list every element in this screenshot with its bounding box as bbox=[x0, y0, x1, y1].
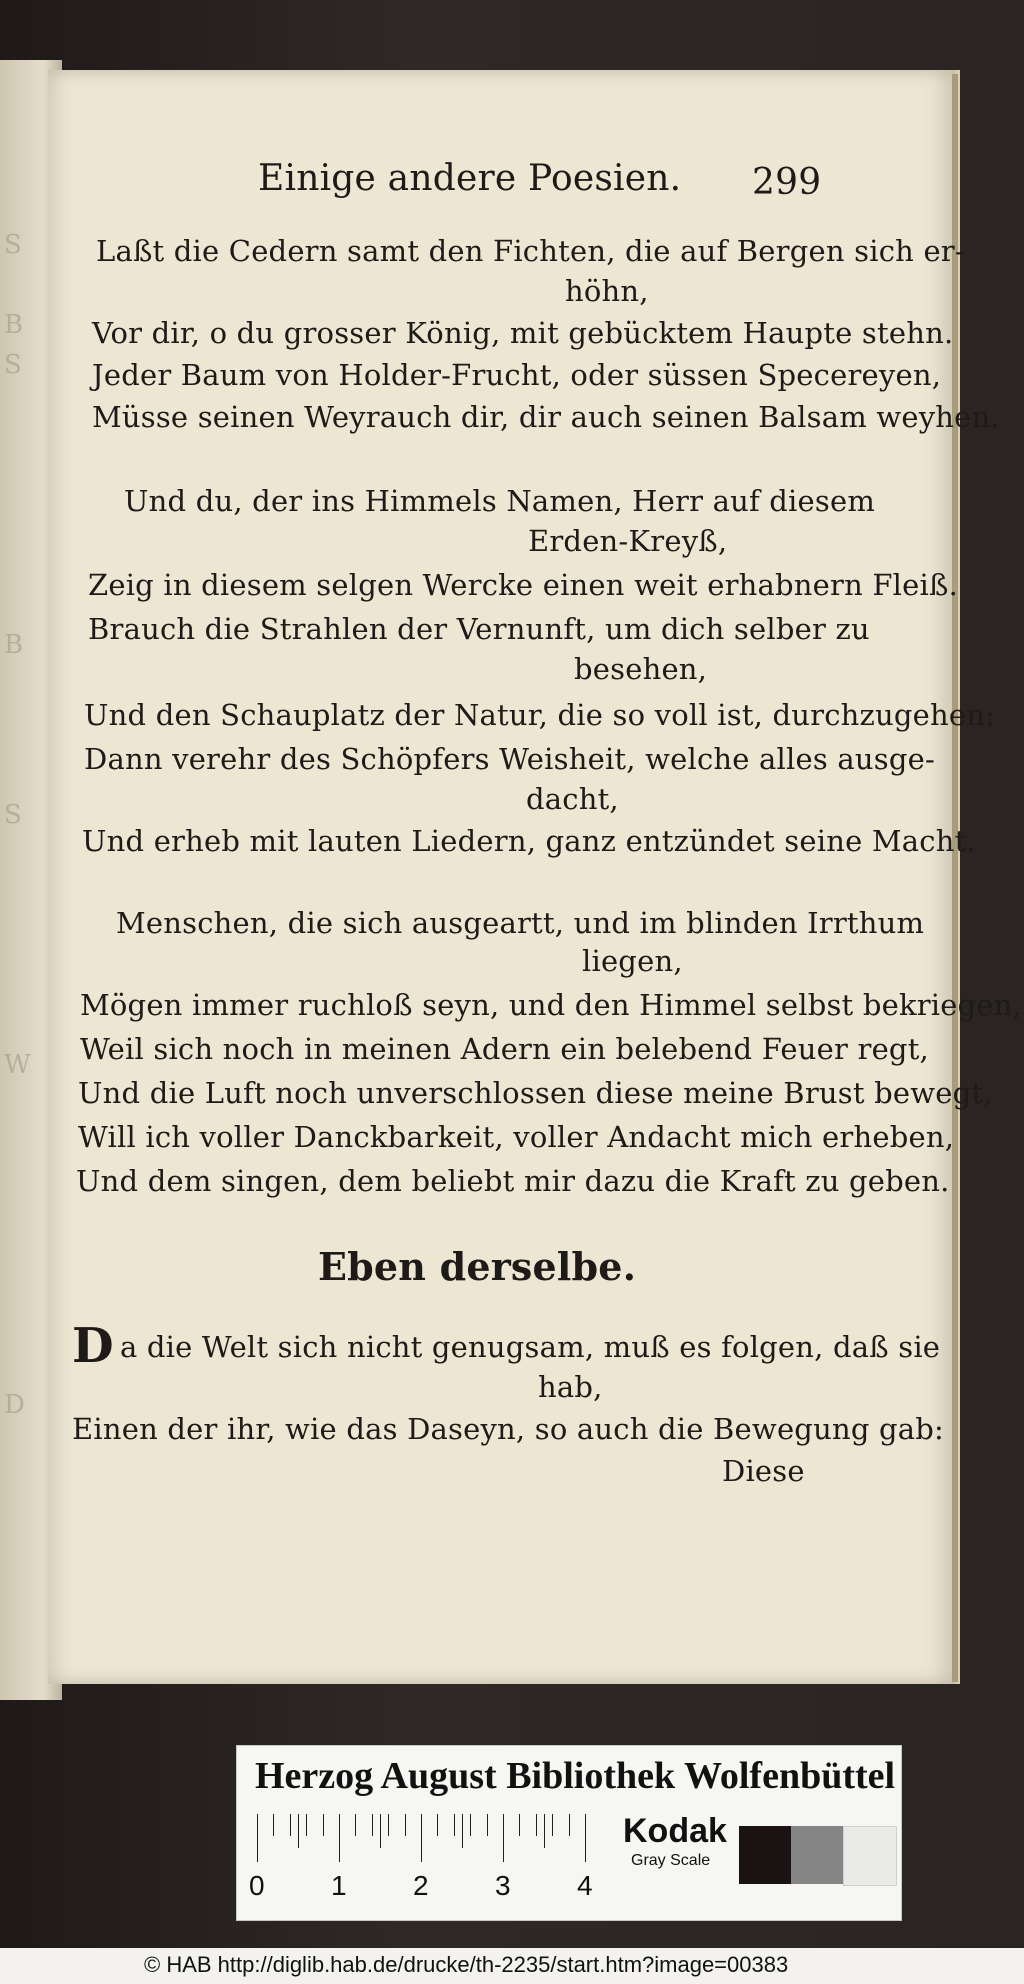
poem-line: Jeder Baum von Holder-Frucht, oder süssen Specereyen, bbox=[92, 358, 942, 392]
ruler-tick bbox=[421, 1814, 422, 1862]
ruler-minor-tick bbox=[323, 1814, 324, 1836]
bleed-mark: B bbox=[4, 310, 24, 340]
ruler-number: 4 bbox=[577, 1870, 593, 1901]
institution-label: Herzog August Bibliothek Wolfenbüttel bbox=[255, 1755, 896, 1797]
catchword: Diese bbox=[722, 1454, 805, 1488]
ruler-minor-tick bbox=[388, 1814, 389, 1836]
ruler-minor-tick bbox=[536, 1814, 537, 1836]
poem-line: höhn, bbox=[565, 274, 649, 308]
poem-line: Und dem singen, dem beliebt mir dazu die Kraft zu geben. bbox=[76, 1164, 950, 1198]
poem-line: Und die Luft noch unverschlossen diese meine Brust bewegt, bbox=[78, 1076, 993, 1110]
ruler-minor-tick bbox=[380, 1814, 381, 1848]
brand-sub-label: Gray Scale bbox=[631, 1852, 711, 1869]
poem-line: Einen der ihr, wie das Daseyn, so auch die Bewegung gab: bbox=[72, 1412, 944, 1446]
ruler-tick bbox=[257, 1814, 258, 1862]
poem-line: a die Welt sich nicht genugsam, muß es folgen, daß sie bbox=[120, 1330, 941, 1364]
poem-line: Müsse seinen Weyrauch dir, dir auch seinen Balsam weyhen. bbox=[92, 400, 1000, 434]
ruler-minor-tick bbox=[405, 1814, 406, 1836]
poem-line: Laßt die Cedern samt den Fichten, die auf Bergen sich er- bbox=[96, 234, 965, 268]
ruler-minor-tick bbox=[487, 1814, 488, 1836]
ruler-minor-tick bbox=[519, 1814, 520, 1836]
poem-line: Dann verehr des Schöpfers Weisheit, welche alles ausge- bbox=[84, 742, 935, 776]
ruler-minor-tick bbox=[298, 1814, 299, 1848]
ruler-minor-tick bbox=[306, 1814, 307, 1836]
poem-line: hab, bbox=[538, 1370, 603, 1404]
copyright-url[interactable]: © HAB http://diglib.hab.de/drucke/th-2235/start.htm?image=00383 bbox=[144, 1952, 789, 1977]
ruler-minor-tick bbox=[454, 1814, 455, 1836]
running-header: Einige andere Poesien. bbox=[258, 158, 682, 199]
poem-line: Weil sich noch in meinen Adern ein belebend Feuer regt, bbox=[80, 1032, 929, 1066]
ruler-minor-tick bbox=[290, 1814, 291, 1836]
poem-line: Vor dir, o du grosser König, mit gebücktem Haupte stehn. bbox=[92, 316, 954, 350]
ruler-tick bbox=[585, 1814, 586, 1862]
ruler-tick bbox=[503, 1814, 504, 1862]
poem-line: Zeig in diesem selgen Wercke einen weit erhabnern Fleiß. bbox=[88, 568, 958, 602]
poem-line: Menschen, die sich ausgeartt, und im blinden Irrthum bbox=[116, 906, 925, 940]
ruler-minor-tick bbox=[355, 1814, 356, 1836]
bleed-mark: B bbox=[4, 630, 24, 660]
ruler-minor-tick bbox=[372, 1814, 373, 1836]
ruler-tick bbox=[339, 1814, 340, 1862]
ruler-number: 2 bbox=[413, 1870, 429, 1901]
footer-bar bbox=[0, 1948, 1024, 1984]
ruler-minor-tick bbox=[273, 1814, 274, 1836]
poem-line: Erden-Kreyß, bbox=[528, 524, 728, 558]
drop-cap: D bbox=[72, 1318, 114, 1374]
poem-line: Mögen immer ruchloß seyn, und den Himmel selbst bekriegen, bbox=[80, 988, 1023, 1022]
bleed-mark: S bbox=[4, 800, 22, 830]
poem-line: besehen, bbox=[574, 652, 708, 686]
poem-line: Und erheb mit lauten Liedern, ganz entzündet seine Macht. bbox=[82, 824, 976, 858]
ruler-number: 1 bbox=[331, 1870, 347, 1901]
gray-patch-white bbox=[843, 1826, 897, 1886]
poem-line: Und du, der ins Himmels Namen, Herr auf diesem bbox=[124, 484, 876, 518]
ruler-minor-tick bbox=[470, 1814, 471, 1836]
ruler-minor-tick bbox=[437, 1814, 438, 1836]
ruler-minor-tick bbox=[552, 1814, 553, 1836]
ruler-minor-tick bbox=[462, 1814, 463, 1848]
ruler-minor-tick bbox=[569, 1814, 570, 1836]
poem-line: Brauch die Strahlen der Vernunft, um dich selber zu bbox=[88, 612, 870, 646]
ruler-number: 0 bbox=[249, 1870, 265, 1901]
ruler-number: 3 bbox=[495, 1870, 511, 1901]
poem-line: dacht, bbox=[526, 782, 619, 816]
page-number: 299 bbox=[752, 162, 822, 203]
poem-line: liegen, bbox=[582, 944, 683, 978]
gray-patch-black bbox=[739, 1826, 791, 1884]
gray-patch-mid bbox=[791, 1826, 843, 1884]
brand-label: Kodak bbox=[623, 1812, 727, 1850]
bleed-mark: S bbox=[4, 230, 22, 260]
bleed-mark: S bbox=[4, 350, 22, 380]
bleed-mark: D bbox=[4, 1390, 25, 1420]
poem-line: Und den Schauplatz der Natur, die so voll ist, durchzugehen: bbox=[84, 698, 996, 732]
ruler-minor-tick bbox=[544, 1814, 545, 1848]
section-title: Eben derselbe. bbox=[318, 1244, 637, 1289]
poem-line: Will ich voller Danckbarkeit, voller Andacht mich erheben, bbox=[78, 1120, 955, 1154]
bleed-mark: W bbox=[4, 1050, 31, 1080]
color-scale-card bbox=[236, 1745, 902, 1921]
